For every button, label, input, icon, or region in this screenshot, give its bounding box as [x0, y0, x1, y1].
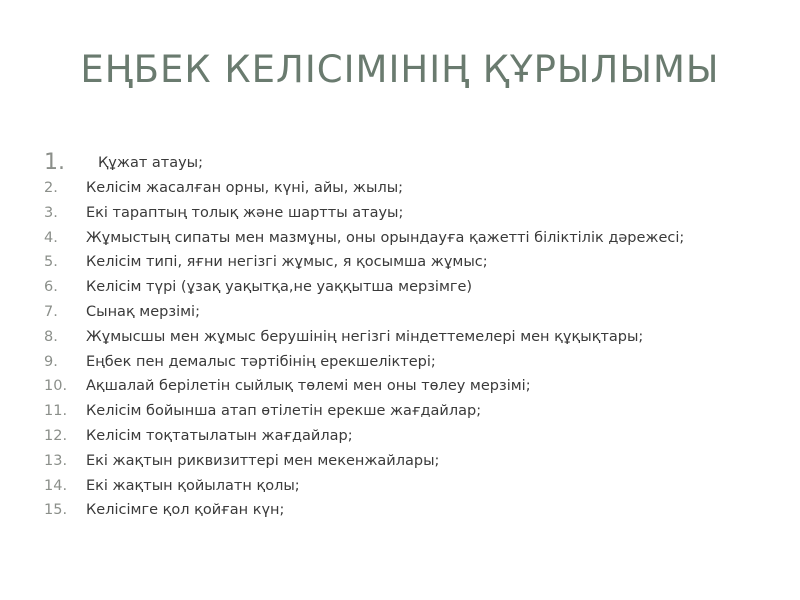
list-item-number: 13.: [44, 452, 68, 469]
slide-title: ЕҢБЕК КЕЛІСІМІНІҢ ҚҰРЫЛЫМЫ: [80, 48, 720, 91]
list-item-number: 14.: [44, 477, 68, 494]
list-item-number: 2.: [44, 180, 58, 196]
list-item-number: 15.: [44, 502, 68, 519]
list-item-text: Ақшалай берілетін сыйлық төлемі мен оны төлеу мерзімі;: [86, 378, 531, 395]
list-item-text: Сынақ мерзімі;: [86, 303, 200, 320]
list-item-number: 6.: [44, 279, 58, 296]
list-item: [44, 451, 784, 471]
list-item-text: Екі жақтын қойылатн қолы;: [86, 477, 300, 494]
list-item: [44, 252, 784, 272]
list-item-text: Екі тараптың толық және шартты атауы;: [86, 204, 404, 221]
list-item-number: 8.: [44, 328, 58, 345]
list-item-number: 4.: [44, 229, 58, 246]
list-item-text: Келісімге қол қойған күн;: [86, 502, 285, 519]
list-item: [44, 476, 784, 496]
list-item-number: 10.: [44, 378, 68, 395]
list-item-number: 5.: [44, 254, 58, 271]
list-item: [44, 228, 784, 248]
list-item: [44, 426, 784, 446]
list-item-text: Екі жақтын риквизиттері мен мекенжайлары;: [86, 452, 440, 469]
list-item-text: Еңбек пен демалыс тәртібінің ерекшеліктері;: [86, 353, 436, 370]
structure-list: [44, 150, 784, 525]
list-item: [44, 376, 784, 396]
list-item: [44, 178, 784, 198]
list-item-number: 7.: [44, 303, 58, 320]
list-item-text: Келісім жасалған орны, күні, айы, жылы;: [86, 180, 404, 196]
list-item: [44, 327, 784, 347]
list-item: [44, 277, 784, 297]
list-item: [44, 150, 784, 176]
list-item-text: Келісім типі, яғни негізгі жұмыс, я қосымша жұмыс;: [86, 254, 488, 271]
list-item-number: 9.: [44, 353, 58, 370]
list-item-text: Келісім бойынша атап өтілетін ерекше жағдайлар;: [86, 403, 482, 420]
list-item-number: 3.: [44, 204, 58, 221]
list-item: [44, 203, 784, 223]
list-item-text: Құжат атауы;: [98, 155, 204, 171]
list-item-number: 1.: [44, 150, 65, 175]
list-item-text: Келісім түрі (ұзақ уақытқа,не уаққытша мерзімге): [86, 279, 473, 296]
list-item-text: Жұмысшы мен жұмыс берушінің негізгі міндеттемелері мен құқықтары;: [86, 328, 644, 345]
list-item-text: Келісім тоқтатылатын жағдайлар;: [86, 427, 353, 444]
list-item: [44, 500, 784, 520]
list-item-number: 12.: [44, 427, 68, 444]
list-item-text: Жұмыстың сипаты мен мазмұны, оны орындауға қажетті біліктілік дәрежесі;: [86, 229, 685, 246]
list-item: [44, 401, 784, 421]
list-item: [44, 352, 784, 372]
list-item: [44, 302, 784, 322]
list-item-number: 11.: [44, 403, 68, 420]
